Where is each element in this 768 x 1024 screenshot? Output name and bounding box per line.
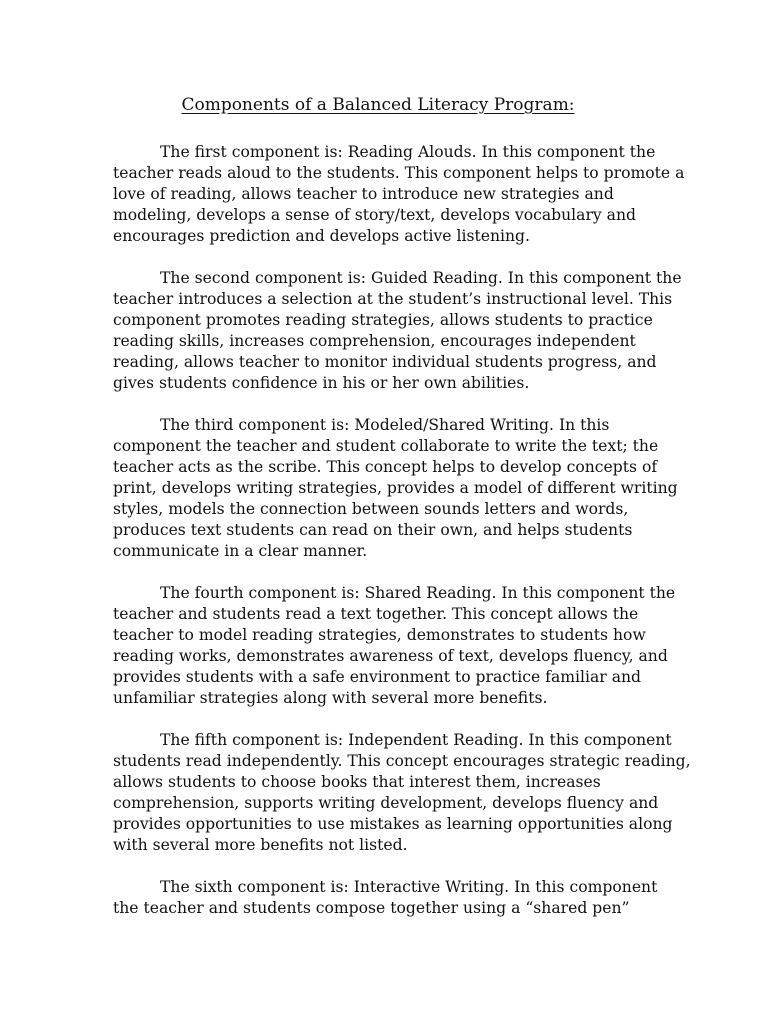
paragraph-line: component the teacher and student collaborate to write the text; the — [113, 437, 659, 455]
paragraph-line: produces text students can read on their own, and helps students — [113, 521, 633, 539]
paragraph-line: reading, allows teacher to monitor individual students progress, and — [113, 353, 657, 371]
paragraph-modeled-shared-writing — [113, 415, 678, 562]
paragraph-line: teacher to model reading strategies, demonstrates to students how — [113, 626, 646, 644]
paragraph-line: the teacher and students compose together using a “shared pen” — [113, 899, 630, 917]
paragraph-line: communicate in a clear manner. — [113, 542, 368, 560]
paragraph-line: comprehension, supports writing development, develops fluency and — [113, 794, 659, 812]
paragraph-line: print, develops writing strategies, provides a model of different writing — [113, 479, 678, 497]
paragraph-line: students read independently. This concept encourages strategic reading, — [113, 752, 691, 770]
paragraph-line: teacher introduces a selection at the student’s instructional level. This — [113, 290, 673, 308]
paragraph-shared-reading — [113, 583, 676, 709]
paragraph-line: reading works, demonstrates awareness of text, develops fluency, and — [113, 647, 668, 665]
paragraph-line: provides opportunities to use mistakes as learning opportunities along — [113, 815, 673, 833]
paragraph-line: The second component is: Guided Reading. In this component the — [160, 269, 682, 287]
document-title: Components of a Balanced Literacy Program: — [181, 95, 575, 115]
paragraph-line: The first component is: Reading Alouds. In this component the — [160, 143, 656, 161]
paragraph-line: love of reading, allows teacher to introduce new strategies and — [113, 185, 614, 203]
paragraph-line: allows students to choose books that interest them, increases — [113, 773, 601, 791]
paragraph-line: with several more benefits not listed. — [113, 836, 408, 854]
paragraph-line: The third component is: Modeled/Shared Writing. In this — [160, 416, 610, 434]
paragraph-line: unfamiliar strategies along with several more benefits. — [113, 689, 548, 707]
paragraph-line: reading skills, increases comprehension, encourages independent — [113, 332, 636, 350]
paragraph-line: teacher acts as the scribe. This concept helps to develop concepts of — [113, 458, 658, 476]
paragraph-line: styles, models the connection between sounds letters and words, — [113, 500, 629, 518]
paragraph-line: teacher reads aloud to the students. This component helps to promote a — [113, 164, 685, 182]
paragraph-line: modeling, develops a sense of story/text, develops vocabulary and — [113, 206, 636, 224]
paragraph-line: The fourth component is: Shared Reading. In this component the — [160, 584, 676, 602]
paragraph-line: component promotes reading strategies, allows students to practice — [113, 311, 653, 329]
paragraph-line: encourages prediction and develops active listening. — [113, 227, 530, 245]
paragraph-interactive-writing — [113, 877, 658, 919]
paragraph-line: teacher and students read a text together. This concept allows the — [113, 605, 639, 623]
paragraph-line: The fifth component is: Independent Reading. In this component — [160, 731, 672, 749]
paragraph-independent-reading — [113, 730, 691, 856]
paragraph-reading-alouds — [113, 142, 685, 247]
document-body — [113, 142, 691, 940]
paragraph-line: provides students with a safe environment to practice familiar and — [113, 668, 642, 686]
paragraph-guided-reading — [113, 268, 682, 394]
paragraph-line: The sixth component is: Interactive Writing. In this component — [160, 878, 658, 896]
paragraph-line: gives students confidence in his or her own abilities. — [113, 374, 530, 392]
